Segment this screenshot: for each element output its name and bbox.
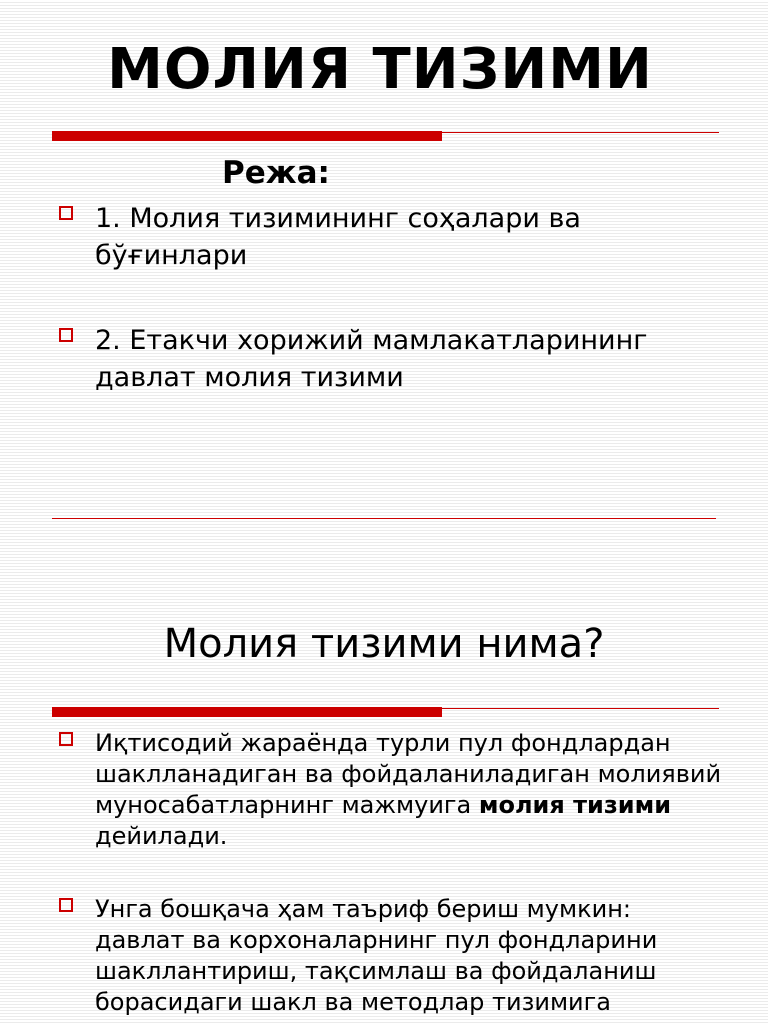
bullet-icon: [59, 328, 73, 342]
title-underline-thin: [442, 132, 719, 133]
definition-text-after: дейилади.: [95, 822, 228, 850]
slide-2: [0, 520, 768, 1024]
list-item: 1. Молия тизимининг соҳалари ва бўғинлари: [95, 203, 581, 271]
title-underline-thin: [442, 708, 719, 709]
title-underline: [52, 131, 719, 141]
plan-heading: Режа:: [222, 155, 330, 191]
definition-term: молия тизими: [478, 791, 672, 819]
bullet-icon: [59, 732, 73, 746]
title-underline-thick: [52, 131, 442, 141]
bullet-icon: [59, 206, 73, 220]
bullet-icon: [59, 898, 73, 912]
definition-text-before: Иқтисодий жараёнда турли пул фондлардан шаклланадиган ва фойдаланиладиган молиявий муносабатларнинг мажмуига: [95, 729, 722, 819]
section-title: Молия тизими нима?: [163, 621, 605, 667]
slide-divider: [52, 518, 716, 519]
title-underline: [52, 707, 719, 717]
title-underline-thick: [52, 707, 442, 717]
page-title: МОЛИЯ ТИЗИМИ: [107, 37, 653, 102]
list-item: [95, 728, 725, 852]
list-item: 2. Етакчи хорижий мамлакатларининг давлат молия тизими: [95, 325, 648, 393]
list-item: Унга бошқача ҳам таъриф бериш мумкин: давлат ва корхоналарнинг пул фондларини шакллантириш, тақсимлаш ва фойдаланиш борасидаги шакл ва методлар тизимига: [95, 895, 658, 1016]
